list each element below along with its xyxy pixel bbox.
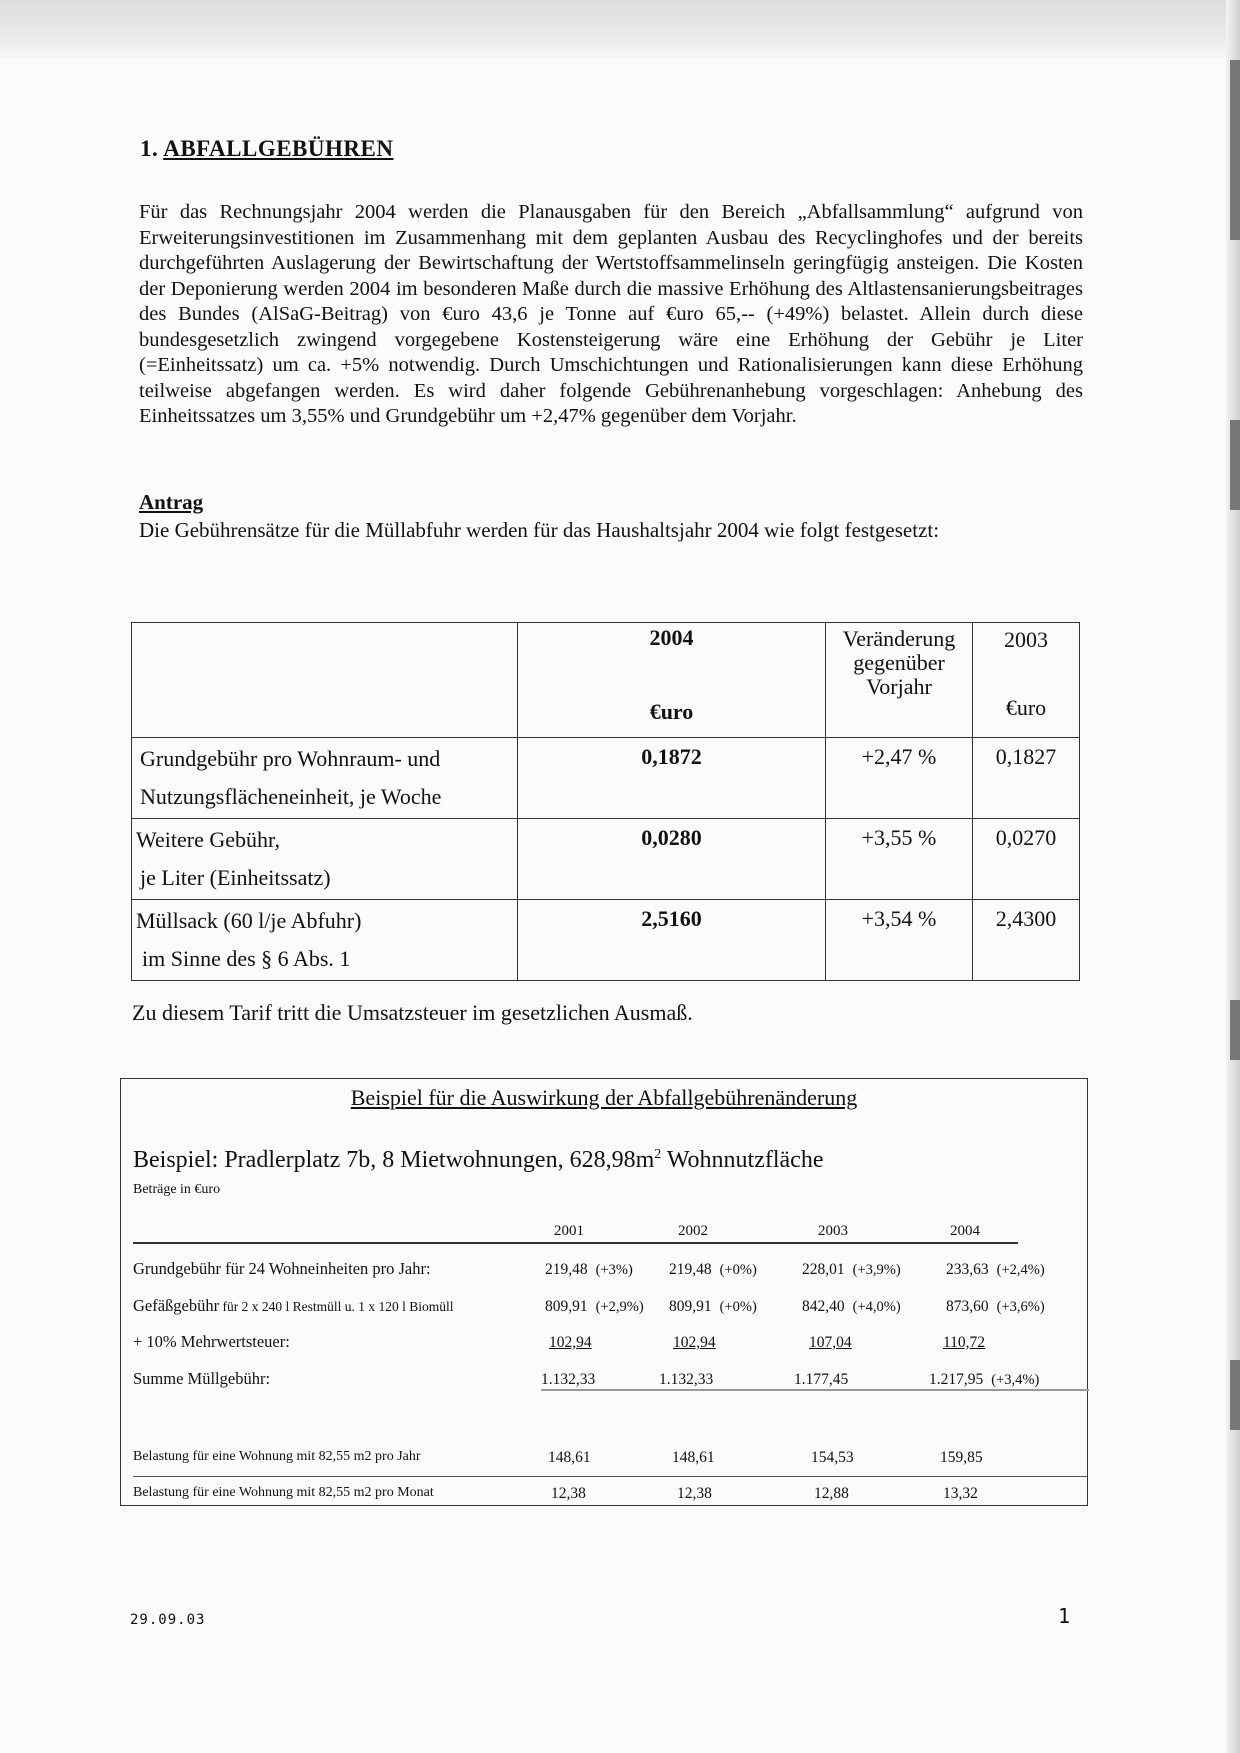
percent: (+4,0%) <box>852 1299 901 1315</box>
footer-date: 29.09.03 <box>130 1612 206 1628</box>
year-header-rule <box>133 1242 1018 1244</box>
example-value <box>929 1371 1039 1389</box>
example-row-label: Grundgebühr für 24 Wohneinheiten pro Jahr: <box>133 1259 431 1278</box>
header-2003 <box>973 623 1080 738</box>
burden-value: 12,88 <box>814 1485 849 1502</box>
burden-value: 154,53 <box>811 1449 854 1466</box>
burden-value: 148,61 <box>548 1449 591 1466</box>
row-label-line2: im Sinne des § 6 Abs. 1 <box>142 946 351 971</box>
row-label <box>132 738 518 819</box>
fee-table <box>131 622 1080 981</box>
value-2003: 2,4300 <box>973 900 1080 981</box>
example-title: Beispiel für die Auswirkung der Abfallgebührenänderung <box>350 1085 858 1110</box>
value: 233,63 <box>946 1261 989 1278</box>
example-value <box>545 1298 644 1316</box>
value-2004: 2,5160 <box>518 900 826 981</box>
percent: (+0%) <box>719 1262 757 1278</box>
value: 873,60 <box>946 1298 989 1315</box>
example-row-label: + 10% Mehrwertsteuer: <box>133 1332 290 1351</box>
table-row <box>132 738 1080 819</box>
value: 809,91 <box>545 1298 588 1315</box>
example-value <box>802 1261 901 1279</box>
example-value: 102,94 <box>673 1334 716 1351</box>
example-value <box>946 1298 1045 1316</box>
value: 1.217,95 <box>929 1371 984 1388</box>
header-2003-year: 2003 <box>1004 627 1048 652</box>
percent: (+3,9%) <box>852 1262 901 1278</box>
fee-table-header <box>132 623 1080 738</box>
row-label <box>132 900 518 981</box>
tax-note: Zu diesem Tarif tritt die Umsatzsteuer im gesetzlichen Ausmaß. <box>132 1000 693 1025</box>
row-label-line1: Müllsack (60 l/je Abfuhr) <box>136 908 362 933</box>
value: 809,91 <box>669 1298 712 1315</box>
example-subtitle <box>133 1147 823 1174</box>
burden-label: Belastung für eine Wohnung mit 82,55 m2 pro Jahr <box>133 1449 421 1464</box>
row-label-line2: je Liter (Einheitssatz) <box>140 865 331 890</box>
percent: (+3,6%) <box>996 1299 1045 1315</box>
burden-label: Belastung für eine Wohnung mit 82,55 m2 pro Monat <box>133 1485 434 1500</box>
burden-value: 12,38 <box>551 1485 586 1502</box>
table-row <box>132 900 1080 981</box>
example-value <box>545 1261 633 1279</box>
header-2004 <box>518 623 826 738</box>
section-heading <box>140 136 393 162</box>
value-2003: 0,0270 <box>973 819 1080 900</box>
year-header: 2002 <box>678 1223 708 1239</box>
value-2004: 0,1872 <box>518 738 826 819</box>
example-value: 107,04 <box>809 1334 852 1351</box>
example-value: 1.177,45 <box>794 1371 849 1388</box>
example-row-label <box>133 1296 454 1316</box>
value-change: +2,47 % <box>826 738 973 819</box>
value: 219,48 <box>545 1261 588 1278</box>
antrag-heading: Antrag <box>139 490 204 514</box>
header-2004-year: 2004 <box>649 625 694 650</box>
antrag-text: Die Gebührensätze für die Müllabfuhr werden für das Haushaltsjahr 2004 wie folgt festgesetzt: <box>139 518 940 542</box>
example-subtitle-end: Wohnnutzfläche <box>661 1147 824 1173</box>
header-change-label: Veränderung gegenüber Vorjahr <box>842 626 956 699</box>
percent: (+3,4%) <box>991 1372 1040 1388</box>
example-value <box>669 1298 757 1316</box>
burden-divider <box>133 1476 1087 1477</box>
value: 219,48 <box>669 1261 712 1278</box>
example-value: 1.132,33 <box>659 1371 714 1388</box>
burden-value: 13,32 <box>943 1485 978 1502</box>
section-title: ABFALLGEBÜHREN <box>163 136 394 161</box>
burden-value: 159,85 <box>940 1449 983 1466</box>
header-empty-cell <box>132 623 518 738</box>
example-value <box>669 1261 757 1279</box>
example-value: 110,72 <box>943 1334 986 1351</box>
year-header: 2001 <box>554 1223 584 1239</box>
percent: (+3%) <box>595 1262 633 1278</box>
sum-underline <box>541 1389 1089 1391</box>
year-header: 2003 <box>818 1223 848 1239</box>
section-number: 1. <box>140 136 159 161</box>
row-label-line2: Nutzungsflächeneinheit, je Woche <box>140 784 442 809</box>
row-label <box>132 819 518 900</box>
example-unit-note: Beträge in €uro <box>133 1182 221 1197</box>
row-label-line1: Grundgebühr pro Wohnraum- und <box>140 746 441 771</box>
value-2003: 0,1827 <box>973 738 1080 819</box>
example-box <box>120 1078 1088 1506</box>
example-value: 102,94 <box>549 1334 592 1351</box>
label-main: Gefäßgebühr <box>133 1296 220 1315</box>
page-number: 1 <box>1058 1604 1071 1628</box>
percent: (+2,4%) <box>996 1262 1045 1278</box>
example-subtitle-main: Beispiel: Pradlerplatz 7b, 8 Mietwohnungen, 628,98m <box>133 1147 655 1173</box>
example-row-label: Summe Müllgebühr: <box>133 1369 271 1388</box>
percent: (+2,9%) <box>595 1299 644 1315</box>
header-change <box>826 623 973 738</box>
header-2004-unit: €uro <box>649 699 694 724</box>
row-label-line1: Weitere Gebühr, <box>136 827 280 852</box>
percent: (+0%) <box>719 1299 757 1315</box>
example-value <box>946 1261 1045 1279</box>
burden-value: 148,61 <box>672 1449 715 1466</box>
example-subtitle-sup: 2 <box>654 1147 662 1162</box>
label-detail: für 2 x 240 l Restmüll u. 1 x 120 l Biomüll <box>219 1299 454 1314</box>
value: 842,40 <box>802 1298 845 1315</box>
table-row <box>132 819 1080 900</box>
value: 228,01 <box>802 1261 845 1278</box>
intro-paragraph: Für das Rechnungsjahr 2004 werden die Planausgaben für den Bereich „Abfallsammlung“ aufgrund von Erweiterungsinvestitionen im Zusammenhang mit dem geplanten Ausbau des Recyclinghofes und der bereits durchgeführten Auslagerung der Bewirtschaftung der Wertstoffsammelinseln geringfügig ansteigen. Die Kosten der Deponierung werden 2004 im besonderen Maße durch die massive Erhöhung des Altlastensanierungsbeitrages des Bundes (AlSaG-Beitrag) von €uro 43,6 je Tonne auf €uro 65,-- (+49%) belastet. Allein durch diese bundesgesetzlich zwingend vorgegebene Kostensteigerung wäre eine Erhöhung der Gebühr je Liter (=Einheitssatz) um ca. +5% notwendig. Durch Umschichtungen und Rationalisierungen kann diese Erhöhung teilweise abgefangen werden. Es wird daher folgende Gebührenanhebung vorgeschlagen: Anhebung des Einheitssatzes um 3,55% und Grundgebühr um +2,47% gegenüber dem Vorjahr. <box>139 201 1083 427</box>
example-value: 1.132,33 <box>541 1371 596 1388</box>
burden-value: 12,38 <box>677 1485 712 1502</box>
header-2003-unit: €uro <box>1005 695 1047 720</box>
year-header: 2004 <box>950 1223 980 1239</box>
example-value <box>802 1298 901 1316</box>
value-change: +3,55 % <box>826 819 973 900</box>
value-2004: 0,0280 <box>518 819 826 900</box>
value-change: +3,54 % <box>826 900 973 981</box>
